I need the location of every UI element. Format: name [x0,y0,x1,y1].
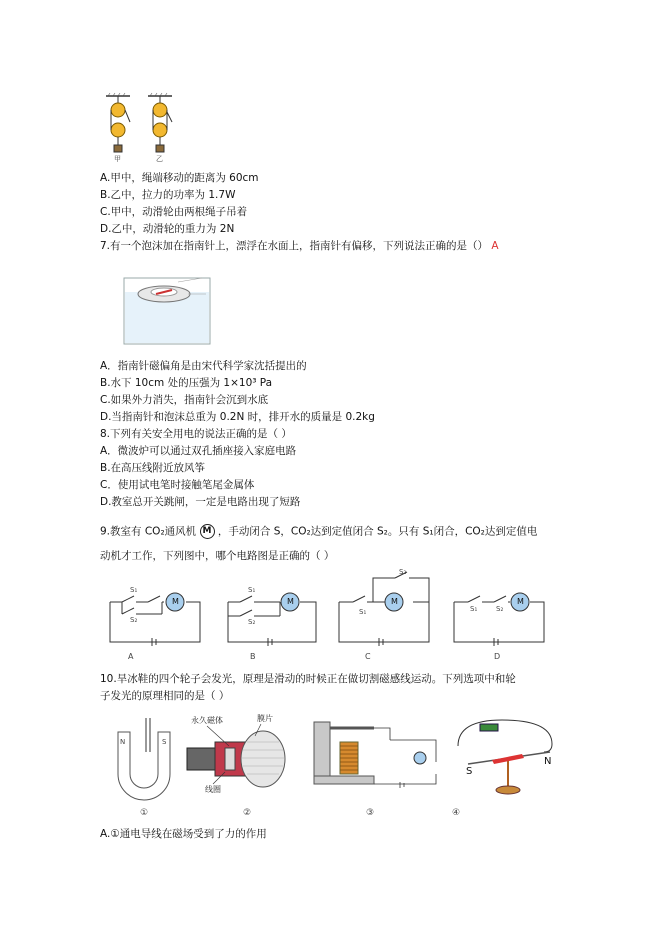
q6-option-c: C.甲中，动滑轮由两根绳子吊着 [100,206,248,218]
circuit-b-motor-label: M [287,597,294,606]
oersted-n-label: N [544,756,552,767]
q7-option-c: C.如果外力消失，指南针会沉到水底 [100,394,269,406]
circuit-c-label: C [365,652,371,661]
circuit-a [100,572,210,661]
q8-option-d: D.教室总开关跳闸，一定是电路出现了短路 [100,496,301,508]
q7-option-d: D.当指南针和泡沫总重为 0.2N 时，排开水的质量是 0.2kg [100,411,375,423]
motor-icon: M [200,524,215,539]
u-magnet-figure [110,712,180,818]
q7-answer: A [491,240,499,252]
q6-option-b: B.乙中，拉力的功率为 1.7W [100,189,236,201]
pulley-label-yi: 乙 [156,155,163,163]
compass-figure [120,272,230,346]
circuit-b-label: B [250,652,256,661]
pulley-label-jia: 甲 [114,155,121,163]
q10-stem-line1: 10.旱冰鞋的四个轮子会发光，原理是滑动的时候正在做切割磁感线运动。下列选项中和轮 [100,673,516,685]
circuit-d-label: D [494,652,501,661]
circuit-a-label: A [128,652,134,661]
circuit-d [448,572,553,661]
mic-label-coil: 线圈 [205,785,221,794]
circuit-c-s1: S₁ [359,608,367,616]
q8-stem: 8.下列有关安全用电的说法正确的是（ ） [100,428,292,440]
q8-option-b: B.在高压线附近放风筝 [100,462,206,474]
q7-option-a: A．指南针磁偏角是由宋代科学家沈括提出的 [100,360,307,372]
q9-stem-part-b: ，手动闭合 S，CO₂达到定值闭合 S₂。只有 S₁闭合，CO₂达到定值电 [217,525,538,538]
relay-figure [310,712,440,818]
q10-option-a: A.①通电导线在磁场受到了力的作用 [100,828,267,840]
q8-option-a: A．微波炉可以通过双孔插座接入家庭电路 [100,445,297,457]
u-magnet-s-label: S [162,738,167,746]
circuit-b [220,572,325,661]
q7-option-b: B.水下 10cm 处的压强为 1×10³ Pa [100,377,273,389]
circuit-c-motor-label: M [391,597,398,606]
fig-label-1: ① [140,808,149,818]
q6-option-d: D.乙中，动滑轮的重力为 2N [100,223,235,235]
circuit-b-s2: S₂ [248,618,256,626]
oersted-figure [452,712,562,818]
q7-stem-text: 7.有一个泡沫加在指南针上，漂浮在水面上，指南针有偏移，下列说法正确的是（） [100,240,489,252]
q8-option-c: C．使用试电笔时接触笔尾金属体 [100,479,255,491]
q10-stem-line2: 子发光的原理相同的是（ ） [100,690,230,702]
oersted-s-label: S [466,766,473,777]
circuit-a-s2: S₂ [130,616,138,624]
fig-label-4: ④ [452,808,461,818]
mic-label-magnet: 永久磁体 [191,716,223,725]
circuit-d-motor-label: M [517,597,524,606]
fig-label-2: ② [243,808,252,818]
circuit-d-s2: S₂ [496,605,504,613]
q9-stem-line2: 动机才工作，下列图中，哪个电路图是正确的（ ） [100,550,335,562]
circuit-d-s1: S₁ [470,605,478,613]
circuit-a-s1: S₁ [130,586,138,594]
q6-option-a: A.甲中，绳端移动的距离为 60cm [100,172,259,184]
u-magnet-n-label: N [120,738,126,746]
mic-label-diaphragm: 膜片 [257,714,273,723]
circuit-c [333,568,438,661]
fig-label-3: ③ [366,808,375,818]
microphone-figure [185,712,295,818]
circuit-b-s1: S₁ [248,586,256,594]
circuit-a-motor-label: M [172,597,179,606]
q7-stem [100,240,499,253]
pulley-figure [100,92,190,164]
q9-stem-part-a: 9.教室有 CO₂通风机 [100,525,197,538]
circuit-c-s2: S₂ [399,568,407,576]
q9-stem-line1 [100,524,537,539]
